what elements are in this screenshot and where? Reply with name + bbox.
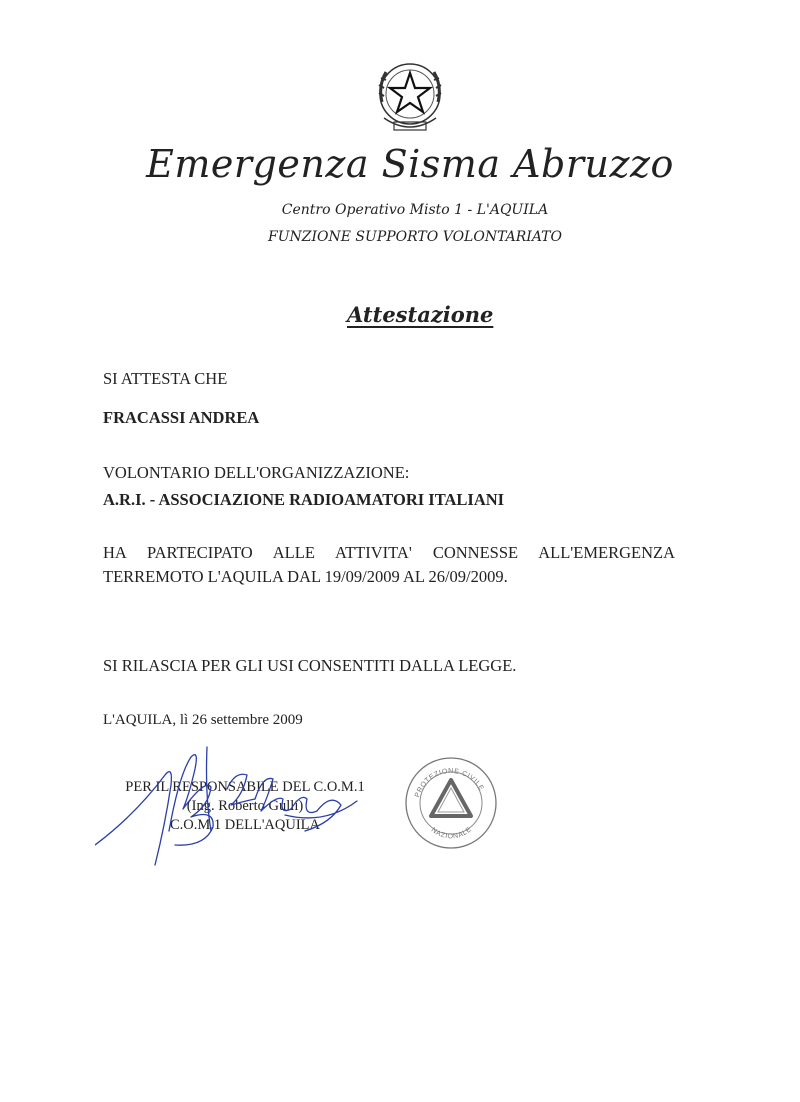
participation-text-line-2: TERREMOTO L'AQUILA DAL 19/09/2009 AL 26/09/2009. — [103, 567, 508, 586]
svg-text:PROTEZIONE CIVILE: PROTEZIONE CIVILE — [414, 767, 485, 799]
legal-use-statement: SI RILASCIA PER GLI USI CONSENTITI DALLA LEGGE. — [103, 656, 517, 675]
document-title: Emergenza Sisma Abruzzo — [146, 142, 674, 186]
svg-text:NAZIONALE: NAZIONALE — [429, 825, 474, 841]
document-heading: Attestazione — [347, 302, 494, 327]
handwritten-signature — [95, 735, 365, 870]
issue-date: L'AQUILA, lì 26 settembre 2009 — [103, 712, 303, 728]
italian-republic-emblem-icon — [372, 56, 448, 138]
signatory-title: PER IL RESPONSABILE DEL C.O.M.1 — [125, 779, 365, 795]
attestation-intro: SI ATTESTA CHE — [103, 369, 228, 388]
participation-text-line-1: HA PARTECIPATO ALLE ATTIVITA' CONNESSE ALL'EMERGENZA — [103, 543, 675, 562]
organization-name: A.R.I. - ASSOCIAZIONE RADIOAMATORI ITALIANI — [103, 490, 505, 509]
document-subtitle-function: FUNZIONE SUPPORTO VOLONTARIATO — [268, 229, 562, 245]
volunteer-name: FRACASSI ANDREA — [103, 408, 260, 427]
document-subtitle-center: Centro Operativo Misto 1 - L'AQUILA — [281, 202, 549, 218]
protezione-civile-stamp-icon — [402, 754, 500, 852]
organization-label: VOLONTARIO DELL'ORGANIZZAZIONE: — [103, 463, 410, 482]
signatory-office: C.O.M.1 DELL'AQUILA — [169, 817, 320, 833]
signatory-name: (Ing. Roberto Gulli) — [186, 798, 304, 814]
